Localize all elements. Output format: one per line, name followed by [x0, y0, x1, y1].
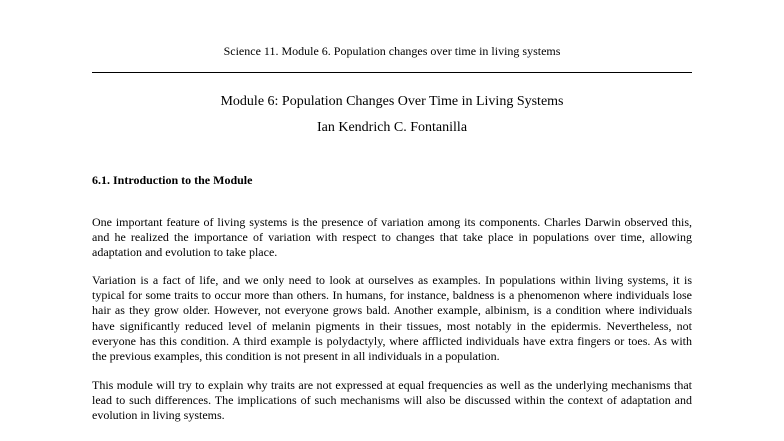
module-title: Module 6: Population Changes Over Time in Living Systems: [220, 94, 564, 109]
section-heading: 6.1. Introduction to the Module: [92, 173, 253, 187]
header-divider: [92, 72, 692, 73]
paragraph-intro: One important feature of living systems is the presence of variation among its components. Charles Darwin observed this, and he realized the importance of variation with respect to changes that take place in populations over time, allowing adaptation and evolution to take place.: [92, 215, 692, 260]
running-header: Science 11. Module 6. Population changes over time in living systems: [223, 44, 561, 58]
author-name: Ian Kendrich C. Fontanilla: [316, 120, 468, 135]
paragraph-module-purpose: This module will try to explain why traits are not expressed at equal frequencies as well as the underlying mechanisms that lead to such differences. The implications of such mechanisms will also be discussed within the context of adaptation and evolution in living systems.: [92, 378, 692, 423]
paragraph-variation: Variation is a fact of life, and we only need to look at ourselves as examples. In populations within living systems, it is typical for some traits to occur more than others. In humans, for instance, baldness is a phenomenon where individuals lose hair as they grow older. However, not everyone grows bald. Another example, albinism, is a condition where individuals have significantly reduced level of melanin pigments in their tissues, most notably in the epidermis. Nevertheless, not everyone has this condition. A third example is polydactyly, where afflicted individuals have extra fingers or toes. As with the previous examples, this condition is not present in all individuals in a population.: [92, 273, 692, 364]
